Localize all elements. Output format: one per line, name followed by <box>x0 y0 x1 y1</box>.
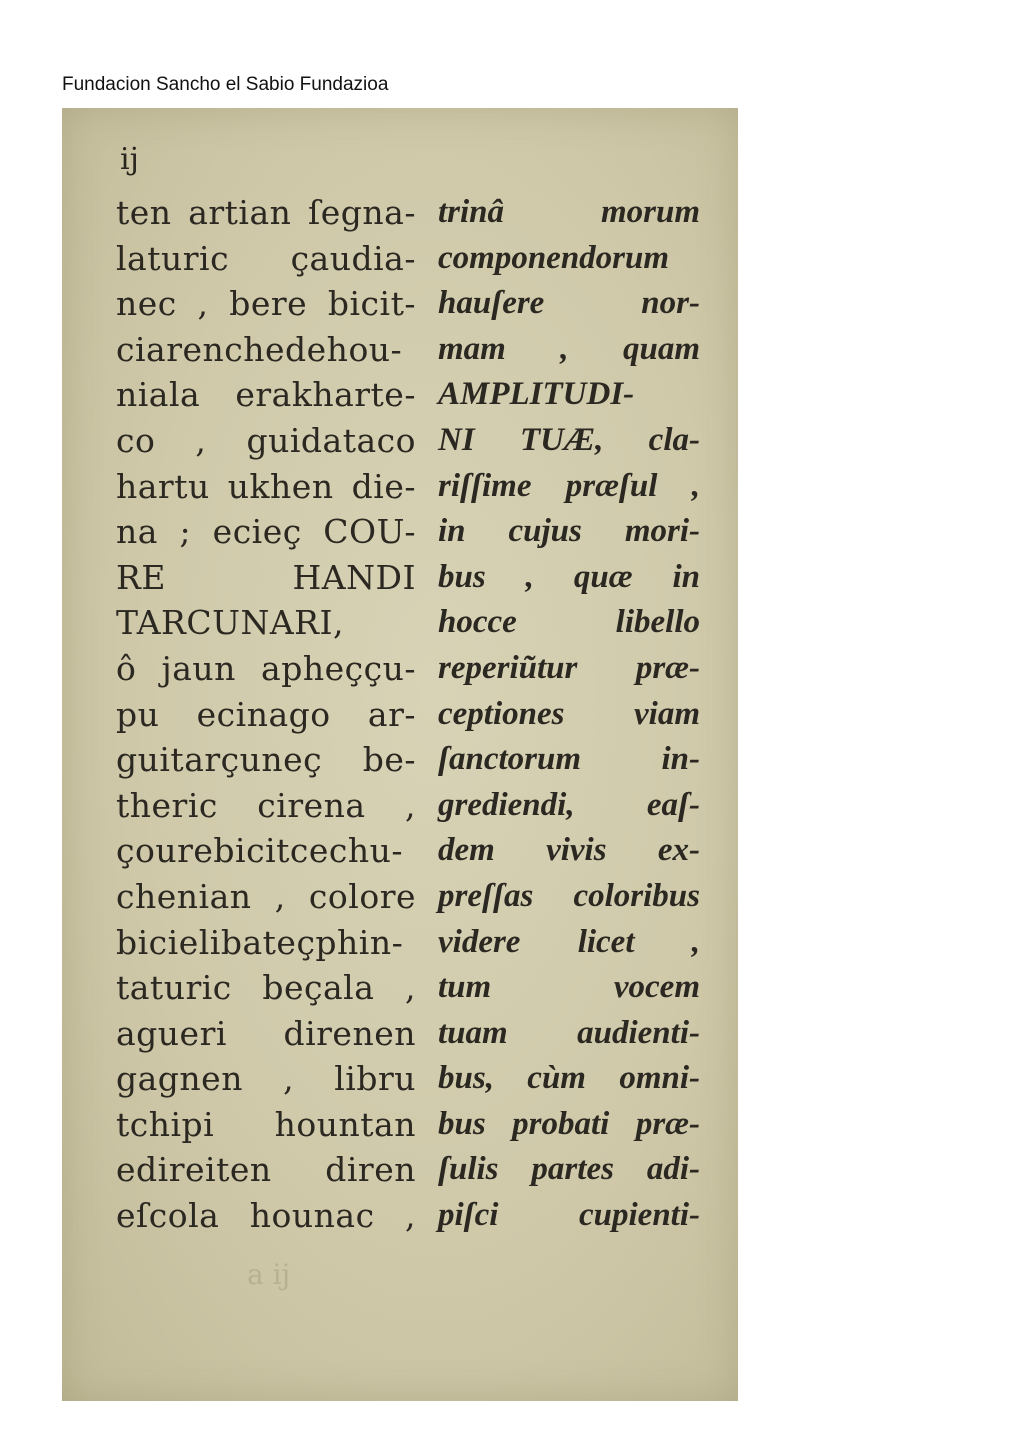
basque-text-line: theric cirena , <box>116 785 416 825</box>
latin-text-line: ſanctorum in- <box>438 741 700 778</box>
basque-text-line: çourebicitcechu- <box>116 831 404 871</box>
basque-text-line: laturic çaudia- <box>116 238 416 278</box>
latin-text-line: tum vocem <box>438 969 700 1006</box>
basque-text-line: chenian , colore <box>116 876 416 916</box>
page-number: ij <box>120 142 139 177</box>
latin-text-line: in cujus mori- <box>438 513 700 550</box>
latin-text-line: grediendi, eaſ- <box>438 786 700 823</box>
basque-text-line: gagnen , libru <box>116 1059 416 1099</box>
latin-text-line: piſci cupienti- <box>438 1197 700 1234</box>
latin-text-line: bus, cùm omni- <box>438 1060 700 1097</box>
latin-text-line: reperiũtur præ- <box>438 649 700 686</box>
basque-text-line: niala erakharte- <box>116 375 416 415</box>
source-header: Fundacion Sancho el Sabio Fundazioa <box>62 74 389 95</box>
basque-text-line: co , guidataco <box>116 420 416 460</box>
latin-text-line: riſſime præſul , <box>438 467 700 504</box>
basque-text-line: edireiten diren <box>116 1150 416 1190</box>
latin-text-line: dem vivis ex- <box>438 832 700 869</box>
basque-text-line: taturic beçala , <box>116 968 416 1008</box>
printer-signature-mark: a ij <box>247 1258 291 1291</box>
latin-text-line: hauſere nor- <box>438 285 700 322</box>
basque-text-line: ô jaun apheççu- <box>116 648 416 688</box>
latin-text-line: tuam audienti- <box>438 1014 700 1051</box>
latin-text-line: componendorum <box>438 239 670 276</box>
basque-text-line: ten artian ſegna- <box>116 193 416 232</box>
latin-text-line: bus probati præ- <box>438 1105 700 1142</box>
basque-text-line: bicielibateçphin- <box>116 922 404 962</box>
latin-text-line: AMPLITUDI- <box>438 376 635 413</box>
latin-text-line: ſulis partes adi- <box>438 1151 700 1188</box>
basque-text-line: eſcola hounac , <box>116 1196 416 1236</box>
basque-text-line: pu ecinago ar- <box>116 694 416 734</box>
basque-text-line: RE HANDI <box>116 557 416 597</box>
latin-text-column <box>438 190 700 1239</box>
latin-text-line: ceptiones viam <box>438 695 700 732</box>
latin-text-line: trinâ morum <box>438 194 700 230</box>
latin-text-line: hocce libello <box>438 604 700 641</box>
basque-text-column <box>116 190 416 1239</box>
basque-text-line: hartu ukhen die- <box>116 466 416 506</box>
basque-text-line: nec , bere bicit- <box>116 284 416 324</box>
basque-text-line: agueri direnen <box>116 1013 416 1053</box>
basque-text-line: na ; ecieç COU- <box>116 512 416 552</box>
latin-text-line: bus , quæ in <box>438 558 700 595</box>
latin-text-line: NI TUÆ, cla- <box>438 421 700 458</box>
latin-text-line: mam , quam <box>438 330 700 367</box>
basque-text-line: ciarenchedehou- <box>116 329 403 369</box>
basque-text-line: TARCUNARI, <box>116 603 345 643</box>
basque-text-line: guitarçuneç be- <box>116 740 416 780</box>
scanned-page <box>62 108 738 1401</box>
latin-text-line: preſſas coloribus <box>438 877 700 914</box>
latin-text-line: videre licet , <box>438 923 700 960</box>
basque-text-line: tchipi hountan <box>116 1104 416 1144</box>
